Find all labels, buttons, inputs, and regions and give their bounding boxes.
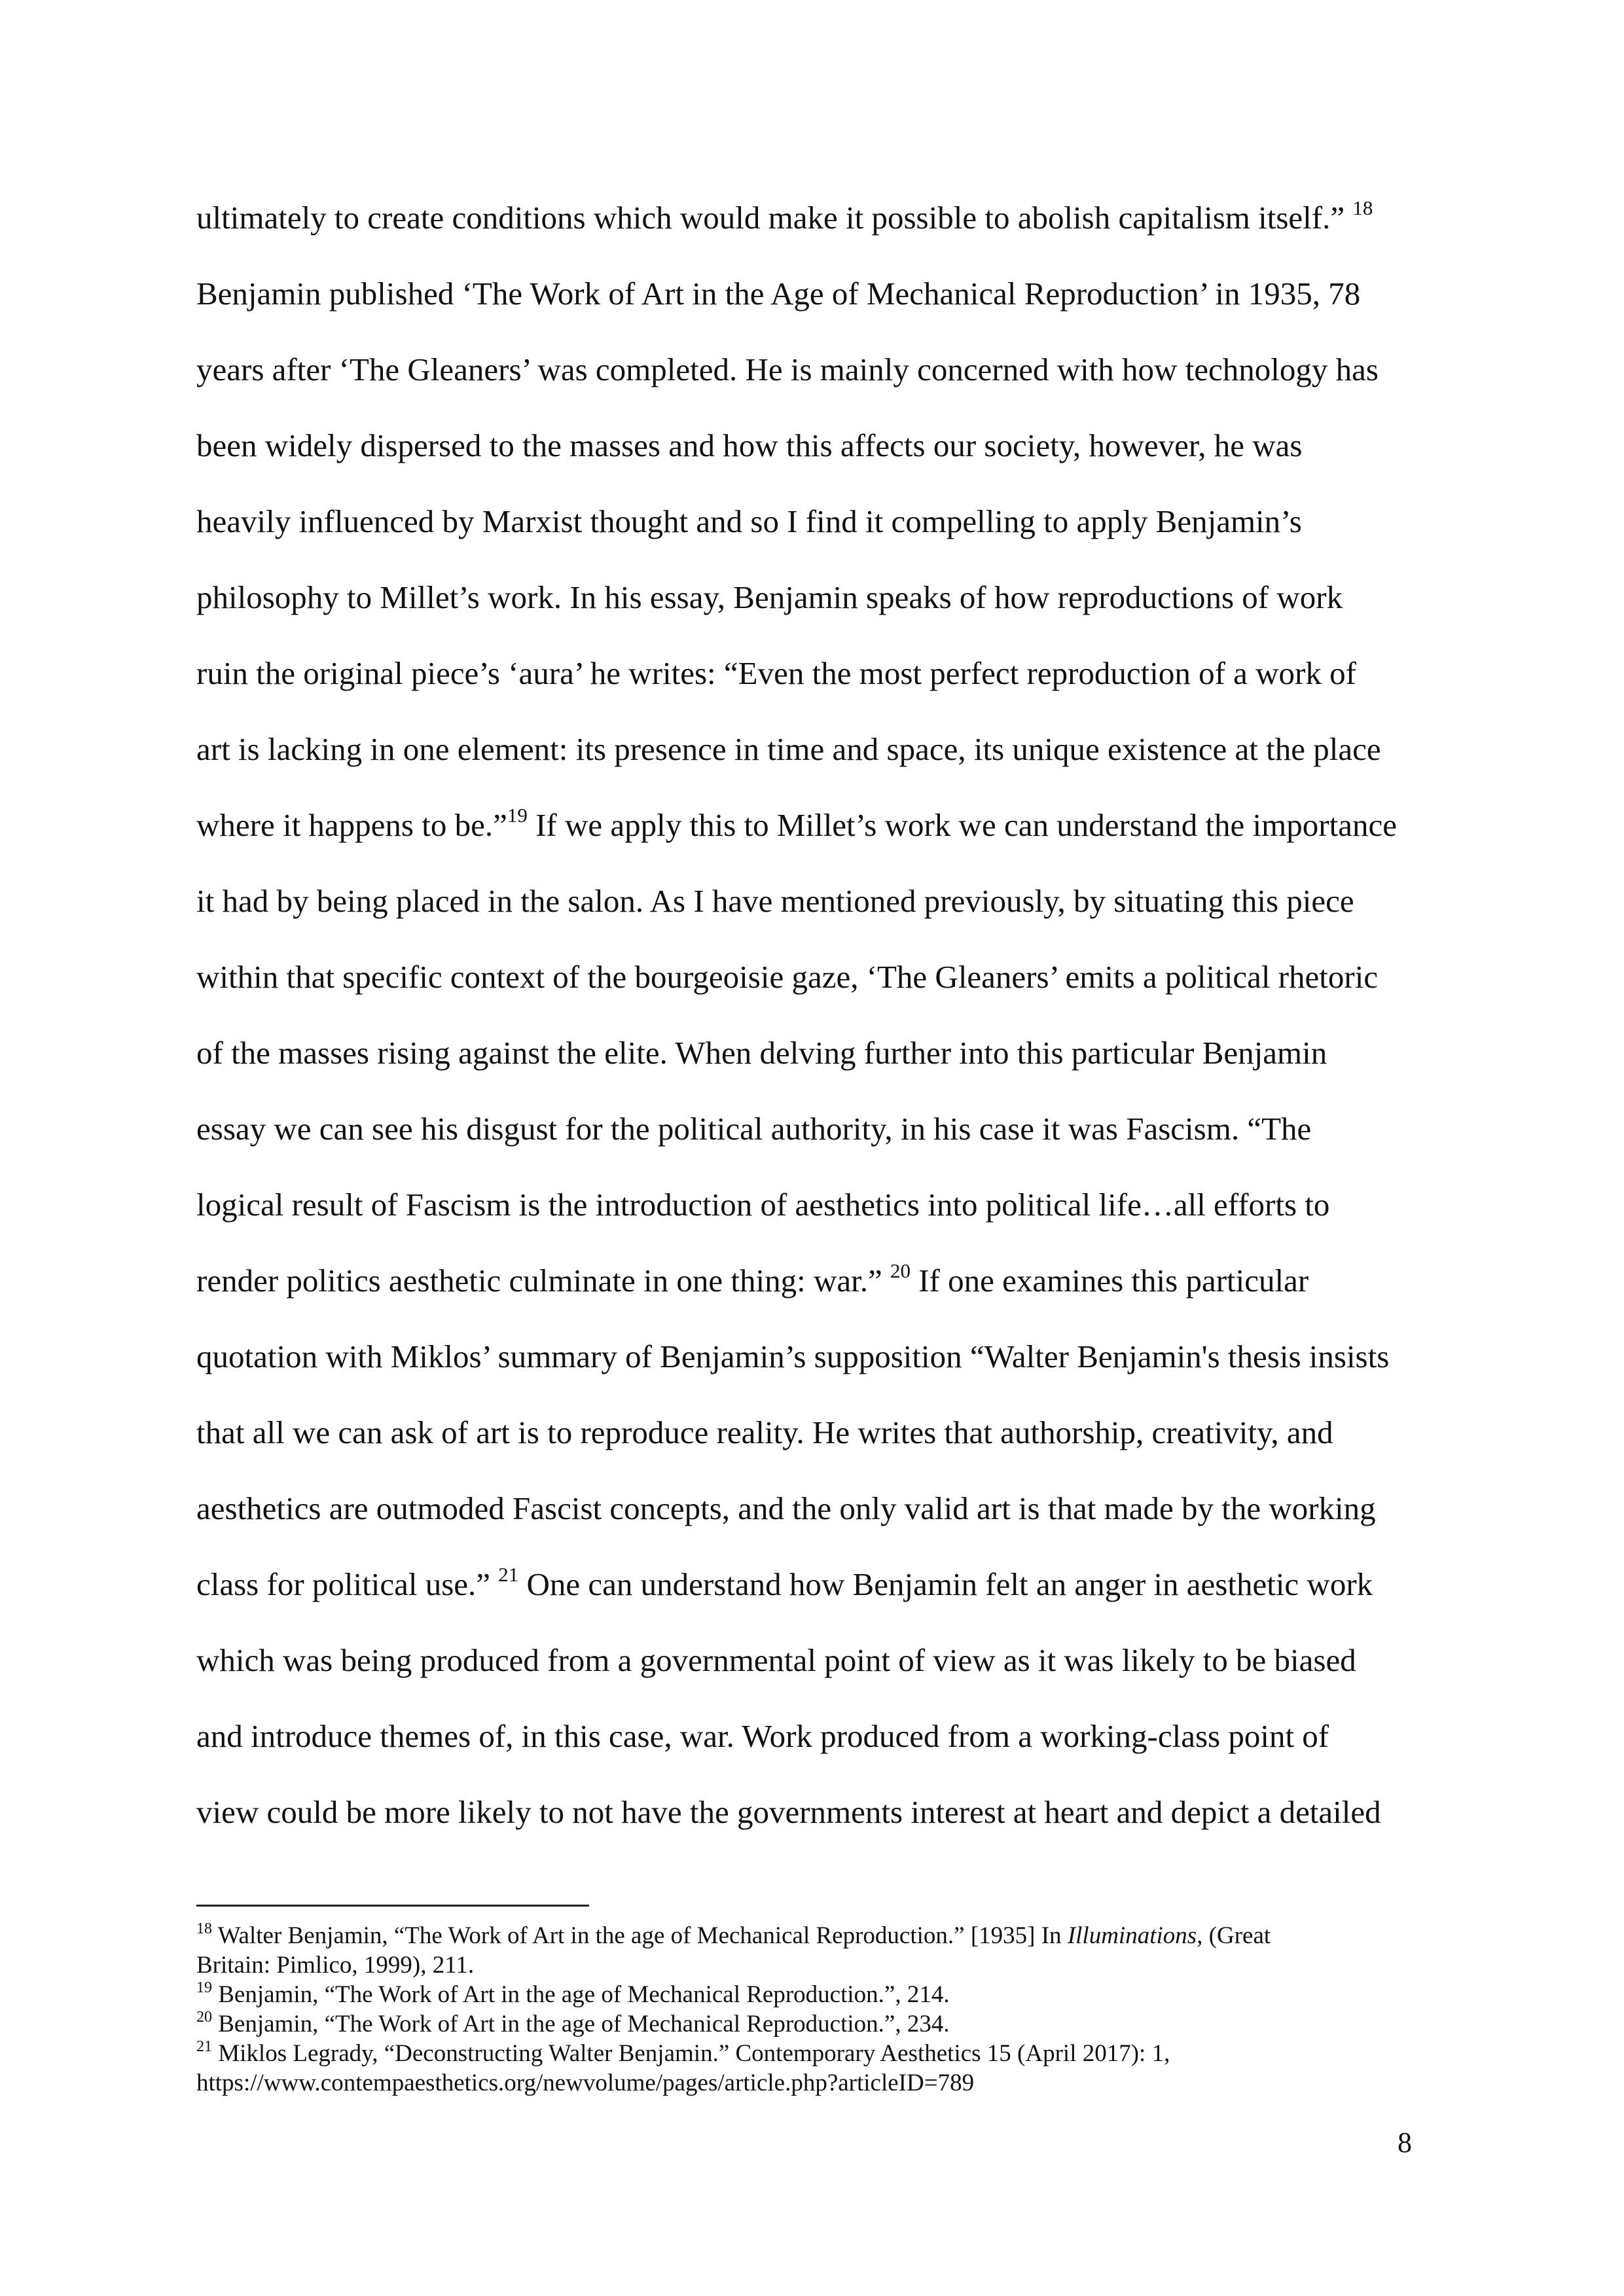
footnote: $^{21}$ Miklos Legrady, “Deconstructing Walter Benjamin.” Contemporary Aesthetics 15 (April 2017): 1, xyxy=(196,2037,1170,2067)
body-line: view could be more likely to not have the governments interest at heart and depict a detailed xyxy=(196,1794,1381,1830)
footnote-ref: 20 xyxy=(890,1259,911,1282)
body-line: years after ‘The Gleaners’ was completed. He is mainly concerned with how technology has xyxy=(196,351,1379,387)
body-line: ultimately to create conditions which would make it possible to abolish capitalism itself.” $^{18}$ xyxy=(196,196,1373,236)
footnote-ref: 21 xyxy=(498,1562,519,1586)
body-line: within that specific context of the bourgeoisie gaze, ‘The Gleaners’ emits a political rhetoric xyxy=(196,959,1379,995)
body-line: heavily influenced by Marxist thought and so I find it compelling to apply Benjamin’s xyxy=(196,503,1302,539)
body-line: ruin the original piece’s ‘aura’ he writes: “Even the most perfect reproduction of a work of xyxy=(196,655,1356,691)
body-text xyxy=(196,180,1440,1850)
body-line: it had by being placed in the salon. As I have mentioned previously, by situating this piece xyxy=(196,883,1354,919)
body-line: been widely dispersed to the masses and how this affects our society, however, he was xyxy=(196,427,1303,463)
page-number: 8 xyxy=(1398,2126,1412,2159)
footnotes xyxy=(196,1921,1440,2098)
body-line: aesthetics are outmoded Fascist concepts, and the only valid art is that made by the working xyxy=(196,1490,1376,1526)
footnote: $^{19}$ Benjamin, “The Work of Art in the age of Mechanical Reproduction.”, 214. xyxy=(196,1979,950,2008)
footnote-ref: 18 xyxy=(1352,196,1373,219)
body-line: and introduce themes of, in this case, war. Work produced from a working-class point of xyxy=(196,1718,1329,1754)
body-line: render politics aesthetic culminate in one thing: war.” $^{20}$ If one examines this particular xyxy=(196,1259,1309,1299)
body-line: art is lacking in one element: its presence in time and space, its unique existence at the place xyxy=(196,731,1381,767)
body-line: where it happens to be.”$^{19}$ If we apply this to Millet’s work we can understand the importance xyxy=(196,803,1397,843)
body-line: which was being produced from a governmental point of view as it was likely to be biased xyxy=(196,1642,1356,1678)
body-line: quotation with Miklos’ summary of Benjamin’s supposition “Walter Benjamin's thesis insists xyxy=(196,1338,1390,1374)
body-line: class for political use.” $^{21}$ One can understand how Benjamin felt an anger in aesthetic work xyxy=(196,1562,1373,1602)
body-line: logical result of Fascism is the introduction of aesthetics into political life…all efforts to xyxy=(196,1187,1330,1223)
body-line: philosophy to Millet’s work. In his essay, Benjamin speaks of how reproductions of work xyxy=(196,579,1343,615)
body-line: essay we can see his disgust for the political authority, in his case it was Fascism. “The xyxy=(196,1111,1312,1147)
footnote: $^{20}$ Benjamin, “The Work of Art in the age of Mechanical Reproduction.”, 234. xyxy=(196,2008,950,2037)
footnote-separator xyxy=(196,1905,589,1907)
footnote-ref: 19 xyxy=(507,803,528,827)
footnote-url[interactable]: https://www.contempaesthetics.org/newvolume/pages/article.php?articleID=789 xyxy=(196,2070,975,2096)
footnote: $^{18}$ Walter Benjamin, “The Work of Art in the age of Mechanical Reproduction.” [1935] In Illuminations, (Great xyxy=(196,1920,1271,1949)
footnote-continuation: Britain: Pimlico, 1999), 211. xyxy=(196,1952,475,1979)
body-line: of the masses rising against the elite. When delving further into this particular Benjamin xyxy=(196,1035,1327,1071)
body-line: that all we can ask of art is to reproduce reality. He writes that authorship, creativity, and xyxy=(196,1414,1333,1450)
body-line: Benjamin published ‘The Work of Art in the Age of Mechanical Reproduction’ in 1935, 78 xyxy=(196,276,1361,312)
